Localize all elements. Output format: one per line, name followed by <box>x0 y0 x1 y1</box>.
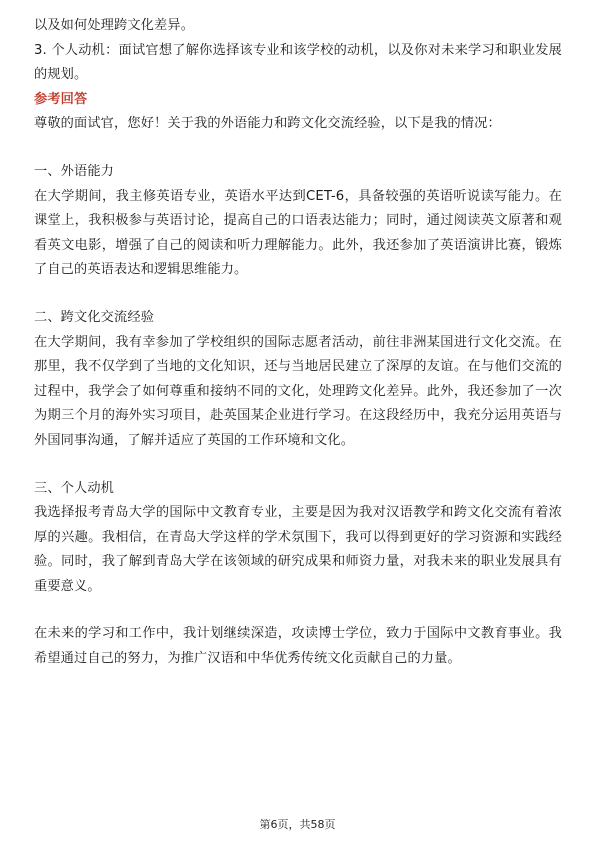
section-title-language: 一、外语能力 <box>34 163 115 179</box>
page-content <box>34 14 562 672</box>
answer-intro: 尊敬的面试官，您好！关于我的外语能力和跨文化交流经验，以下是我的情况： <box>34 116 501 132</box>
section-title-intercultural: 二、跨文化交流经验 <box>34 309 155 325</box>
spacer <box>34 599 562 622</box>
section-body-motivation: 我选择报考青岛大学的国际中文教育专业，主要是因为我对汉语教学和跨文化交流有着浓厚的兴趣。我相信，在青岛大学这样的学术氛围下，我可以得到更好的学习资源和实践经验。同时，我了解到青岛大学在该领域的研究成果和师资力量，对我未来的职业发展具有重要意义。 <box>34 505 562 594</box>
closing-paragraph: 在未来的学习和工作中，我计划继续深造，攻读博士学位，致力于国际中文教育事业。我希望通过自己的努力，为推广汉语和中华优秀传统文化贡献自己的力量。 <box>34 626 562 667</box>
spacer <box>34 137 562 160</box>
spacer <box>34 283 562 306</box>
paragraph-motivation-question: 3. 个人动机：面试官想了解你选择该专业和该学校的动机，以及你对未来学习和职业发展的规划。 <box>34 42 562 83</box>
section-title-motivation: 三、个人动机 <box>34 480 115 496</box>
paragraph-continuation: 以及如何处理跨文化差异。 <box>34 18 195 33</box>
section-body-language: 在大学期间，我主修英语专业，英语水平达到CET-6，具备较强的英语听说读写能力。在课堂上，我积极参与英语讨论，提高自己的口语表达能力；同时，通过阅读英文原著和观看英文电影，增强了自己的阅读和听力理解能力。此外，我还参加了英语演讲比赛，锻炼了自己的英语表达和逻辑思维能力。 <box>34 188 562 278</box>
answer-heading: 参考回答 <box>34 91 88 107</box>
spacer <box>34 454 562 477</box>
section-body-intercultural: 在大学期间，我有幸参加了学校组织的国际志愿者活动，前往非洲某国进行文化交流。在那里，我不仅学到了当地的文化知识，还与当地居民建立了深厚的友谊。在与他们交流的过程中，我学会了如何尊重和接纳不同的文化，处理跨文化差异。此外，我还参加了一次为期三个月的海外实习项目，赴英国某企业进行学习。在这段经历中，我充分运用英语与外国同事沟通，了解并适应了英国的工作环境和文化。 <box>34 334 562 448</box>
page-number: 第6页，共58页 <box>259 818 336 831</box>
